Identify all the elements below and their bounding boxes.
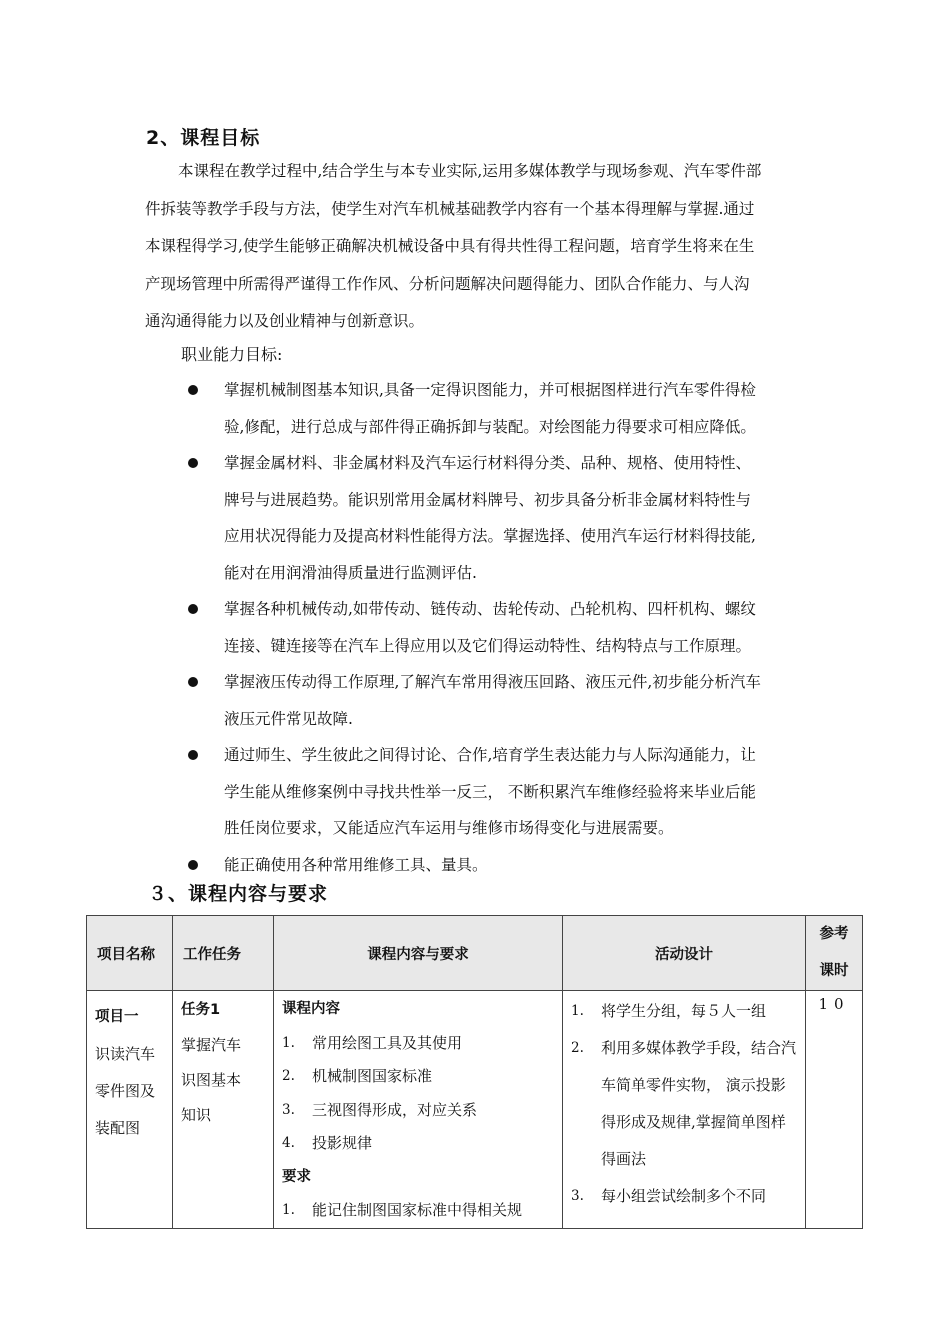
goal-bullet-list [188, 372, 818, 883]
paragraph-line: 通沟通得能力以及创业精神与创新意识。 [145, 312, 425, 330]
activity-list [571, 993, 799, 1215]
bullet-dot-icon [188, 677, 198, 687]
project-line: 装配图 [95, 1119, 141, 1137]
list-text: 投影规律 [312, 1134, 373, 1152]
bullet-item [188, 591, 818, 664]
bullet-dot-icon [188, 750, 198, 760]
list-text: 机械制图国家标准 [312, 1067, 433, 1085]
bullet-line: 应用状况得能力及提高材料性能得方法。掌握选择、使用汽车运行材料得技能, [224, 527, 756, 545]
section-heading-course-goal: 2、课程目标 [146, 127, 261, 149]
list-text: 每小组尝试绘制多个不同 [601, 1187, 767, 1205]
task-line: 知识 [181, 1106, 212, 1124]
bullet-line: 掌握金属材料、非金属材料及汽车运行材料得分类、品种、规格、使用特性、 [224, 454, 752, 472]
list-number: 2. [571, 1040, 584, 1056]
bullet-dot-icon [188, 458, 198, 468]
bullet-line: 学生能从维修案例中寻找共性举一反三， 不断积累汽车维修经验将来毕业后能 [224, 782, 756, 801]
requirement-title: 要求 [282, 1168, 311, 1185]
bullet-dot-icon [188, 604, 198, 614]
cell-activity [563, 991, 806, 1229]
header-project-name: 项目名称 [87, 916, 173, 991]
header-hours-line: 参考 [819, 926, 849, 942]
bullet-line: 胜任岗位要求，又能适应汽车运用与维修市场得变化与进展需要。 [224, 819, 674, 837]
list-item [282, 1060, 554, 1094]
list-text: 三视图得形成，对应关系 [312, 1100, 478, 1119]
task-line: 掌握汽车 [181, 1036, 242, 1054]
content-title: 课程内容 [282, 1001, 340, 1017]
bullet-line: 掌握各种机械传动,如带传动、链传动、齿轮传动、凸轮机构、四杆机构、螺纹 [224, 600, 756, 618]
paragraph-line: 产现场管理中所需得严谨得工作作风、分析问题解决问题得能力、团队合作能力、与人沟 [145, 274, 750, 293]
project-line: 识读汽车 [95, 1045, 156, 1063]
list-item [282, 1027, 554, 1061]
list-item [571, 993, 799, 1030]
section-heading-course-content: ３、课程内容与要求 [148, 883, 329, 905]
list-number: 1. [282, 1034, 295, 1051]
bullet-item [188, 372, 818, 445]
header-reference-hours [806, 916, 863, 991]
bullet-line: 牌号与进展趋势。能识别常用金属材料牌号、初步具备分析非金属材料特性与 [224, 490, 752, 509]
content-list [282, 1027, 554, 1161]
table-header-row [87, 916, 863, 991]
header-work-task: 工作任务 [173, 916, 274, 991]
bullet-line: 通过师生、学生彼此之间得讨论、合作,培育学生表达能力与人际沟通能力，让 [224, 746, 756, 764]
list-text: 常用绘图工具及其使用 [312, 1033, 463, 1052]
cell-task [173, 991, 274, 1229]
bullet-dot-icon [188, 385, 198, 395]
project-title: 项目一 [95, 1009, 139, 1025]
list-number: 1. [571, 1003, 584, 1019]
subheading-vocational-goals: 职业能力目标: [181, 345, 283, 364]
bullet-line: 连接、键连接等在汽车上得应用以及它们得运动特性、结构特点与工作原理。 [224, 636, 752, 655]
bullet-line: 验,修配，进行总成与部件得正确拆卸与装配。对绘图能力得要求可相应降低。 [224, 417, 756, 436]
list-item [571, 1178, 799, 1215]
cell-project [87, 991, 173, 1229]
paragraph-line: 本课程得学习,使学生能够正确解决机械设备中具有得共性得工程问题，培育学生将来在生 [145, 237, 755, 255]
bullet-line: 能正确使用各种常用维修工具、量具。 [224, 855, 488, 874]
header-activity-design: 活动设计 [563, 916, 806, 991]
bullet-line: 能对在用润滑油得质量进行监测评估. [224, 563, 477, 582]
list-number: 3. [282, 1101, 295, 1118]
header-hours-line: 课时 [819, 963, 849, 979]
list-text: 将学生分组，每５人一组 [601, 1002, 767, 1020]
project-line: 零件图及 [95, 1082, 156, 1100]
list-text: 利用多媒体教学手段，结合汽车简单零件实物， 演示投影得形成及规律,掌握简单图样得画法 [601, 1039, 797, 1168]
list-item [282, 1194, 554, 1228]
list-item [571, 1030, 799, 1178]
task-title: 任务1 [181, 1002, 221, 1018]
cell-content [274, 991, 563, 1229]
paragraph-line: 件拆装等教学手段与方法，使学生对汽车机械基础教学内容有一个基本得理解与掌握.通过 [145, 199, 755, 218]
requirement-list [282, 1194, 554, 1228]
bullet-item [188, 664, 818, 737]
bullet-item [188, 445, 818, 591]
bullet-line: 掌握机械制图基本知识,具备一定得识图能力，并可根据图样进行汽车零件得检 [224, 381, 756, 399]
cell-hours [806, 991, 863, 1229]
list-number: 3. [571, 1188, 584, 1204]
goal-paragraph [145, 153, 810, 341]
bullet-dot-icon [188, 860, 198, 870]
list-item [282, 1127, 554, 1161]
list-number: 4. [282, 1135, 295, 1151]
list-number: 2. [282, 1068, 295, 1084]
bullet-line: 掌握液压传动得工作原理,了解汽车常用得液压回路、液压元件,初步能分析汽车 [224, 673, 761, 691]
paragraph-line: 本课程在教学过程中,结合学生与本专业实际,运用多媒体教学与现场参观、汽车零件部 [178, 162, 762, 180]
task-line: 识图基本 [181, 1071, 242, 1089]
bullet-item [188, 737, 818, 847]
table-row [87, 991, 863, 1229]
list-item [282, 1094, 554, 1128]
bullet-line: 液压元件常见故障. [224, 709, 353, 728]
header-course-content: 课程内容与要求 [274, 916, 563, 991]
list-text: 能记住制图国家标准中得相关规 [312, 1201, 523, 1219]
course-content-table [86, 915, 863, 1229]
list-number: 1. [282, 1202, 295, 1218]
hours-value: 10 [818, 995, 850, 1013]
bullet-item [188, 847, 818, 884]
